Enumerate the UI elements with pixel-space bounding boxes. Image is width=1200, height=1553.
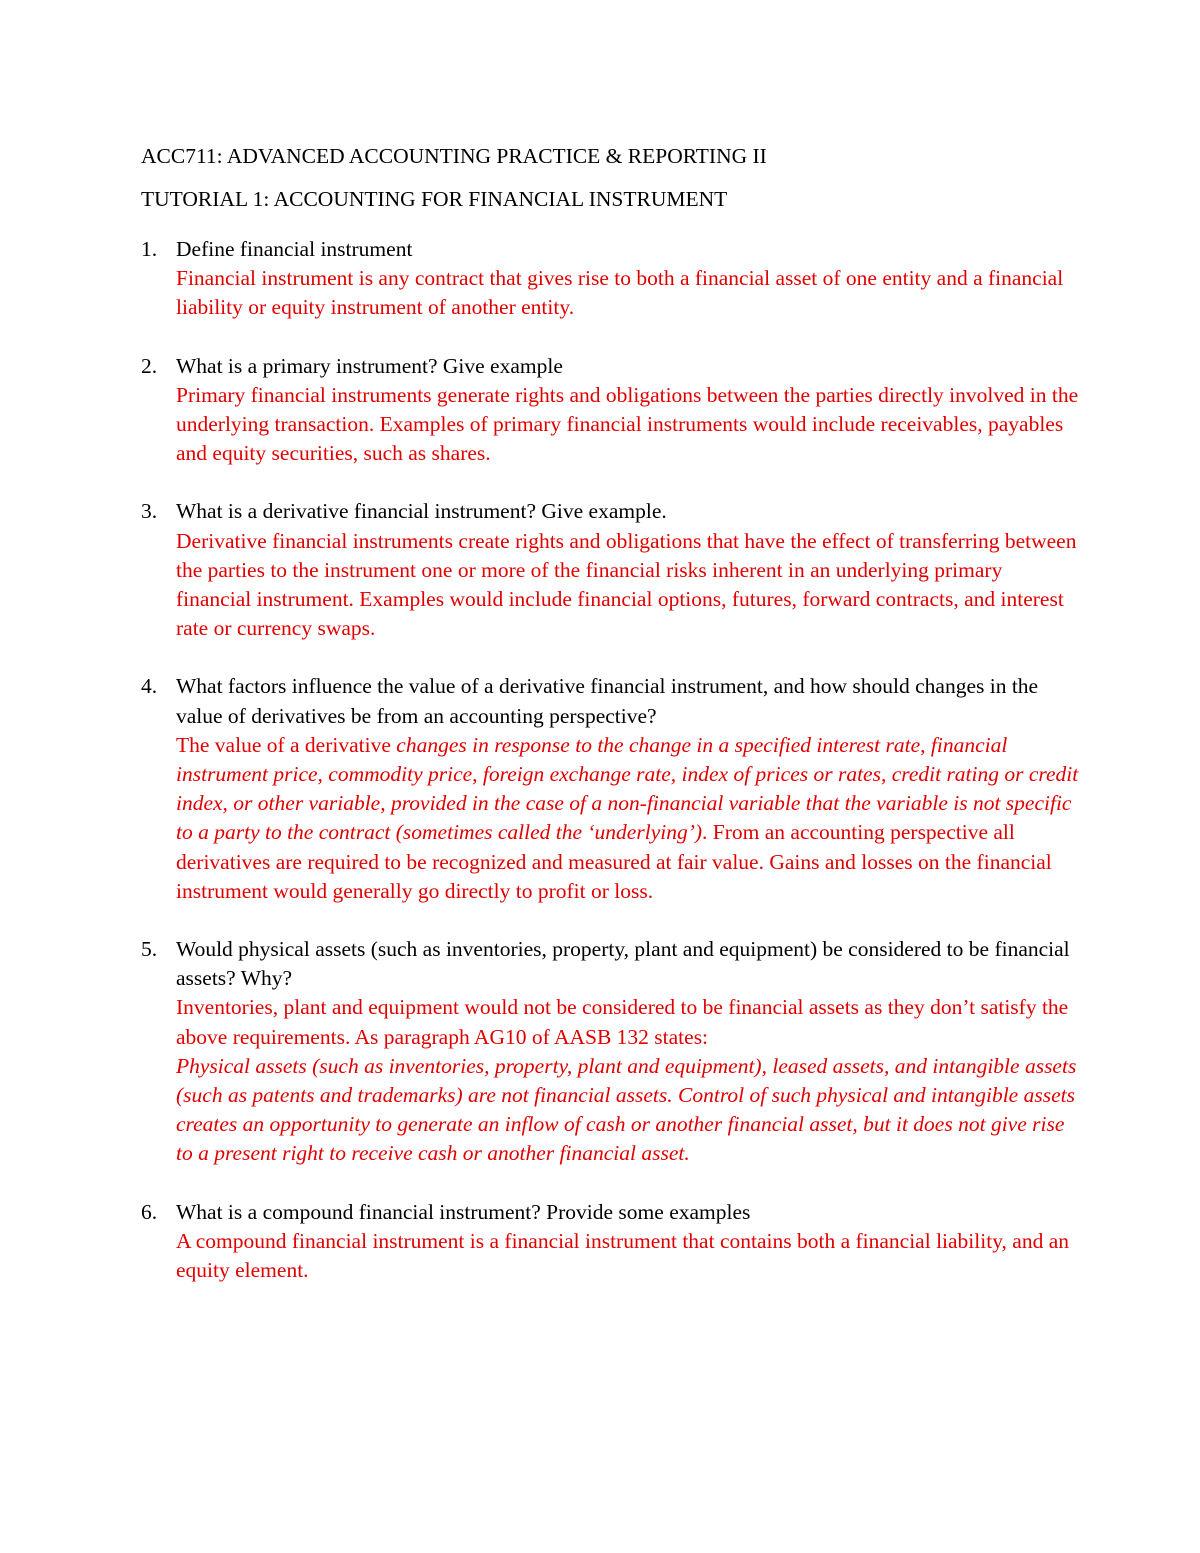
question-number: 1. (141, 237, 158, 261)
question-text: What is a compound financial instrument? Provide some examples (176, 1199, 751, 1224)
question-number: 3. (141, 499, 158, 524)
answer-text: Primary financial instruments generate rights and obligations between the parties directly involved in the underlying transaction. Examples of primary financial instruments would include receivables, payables and equity securities, such as shares. (176, 382, 1079, 466)
answer-quote-italic: Physical assets (such as inventories, property, plant and equipment), leased assets, and intangible assets (such as patents and trademarks) are not financial assets. Control of such physical and intangible assets creates an opportunity to generate an inflow of cash or another financial asset, but it does not give rise to a present right to receive cash or another financial asset. (176, 1053, 1077, 1166)
tutorial-title: TUTORIAL 1: ACCOUNTING FOR FINANCIAL INSTRUMENT (141, 187, 728, 211)
answer-part-1: The value of a derivative (176, 732, 397, 757)
answer-text (176, 731, 1081, 906)
question-number: 2. (141, 353, 158, 378)
question-item-2 (141, 352, 1081, 469)
question-item-6 (141, 1198, 1081, 1286)
question-text: What factors influence the value of a derivative financial instrument, and how should changes in the value of derivatives be from an accounting perspective? (176, 674, 1039, 728)
answer-text: Inventories, plant and equipment would not be considered to be financial assets as they don’t satisfy the above requirements. As paragraph AG10 of AASB 132 states: (176, 995, 1069, 1049)
question-number: 6. (141, 1199, 158, 1224)
question-item-1 (141, 235, 1081, 323)
answer-text: A compound financial instrument is a financial instrument that contains both a financial liability, and an equity element. (176, 1228, 1070, 1283)
question-text: Would physical assets (such as inventories, property, plant and equipment) be considered to be financial assets? Why? (176, 937, 1070, 991)
answer-text: Financial instrument is any contract that gives rise to both a financial asset of one entity and a financial liability or equity instrument of another entity. (176, 266, 1064, 320)
question-list (141, 235, 1081, 1314)
question-text: What is a primary instrument? Give example (176, 353, 563, 378)
question-number: 4. (141, 674, 158, 699)
answer-text: Derivative financial instruments create rights and obligations that have the effect of transferring between the parties to the instrument one or more of the financial risks inherent in an underlying primary financial instrument. Examples would include financial options, futures, forward contracts, and interest rate or currency swaps. (176, 528, 1077, 641)
answer-part-3: . From an accounting perspective all derivatives are required to be recognized and measured at fair value. Gains and losses on the financial instrument would generally go directly to profit or loss. (176, 820, 1052, 903)
question-text: What is a derivative financial instrument? Give example. (176, 499, 667, 524)
question-item-4 (141, 672, 1081, 906)
course-title: ACC711: ADVANCED ACCOUNTING PRACTICE & REPORTING II (141, 144, 767, 168)
question-item-3 (141, 497, 1081, 643)
answer-part-2-italic: changes in response to the change in a specified interest rate, financial instrument price, commodity price, foreign exchange rate, index of prices or rates, credit rating or credit index, or other variable, provided in the case of a non-financial variable that the variable is not specific to a party to the contract (sometimes called the ‘underlying’) (176, 732, 1079, 845)
question-number: 5. (141, 937, 158, 962)
question-item-5 (141, 935, 1081, 1169)
question-text: Define financial instrument (176, 237, 413, 261)
